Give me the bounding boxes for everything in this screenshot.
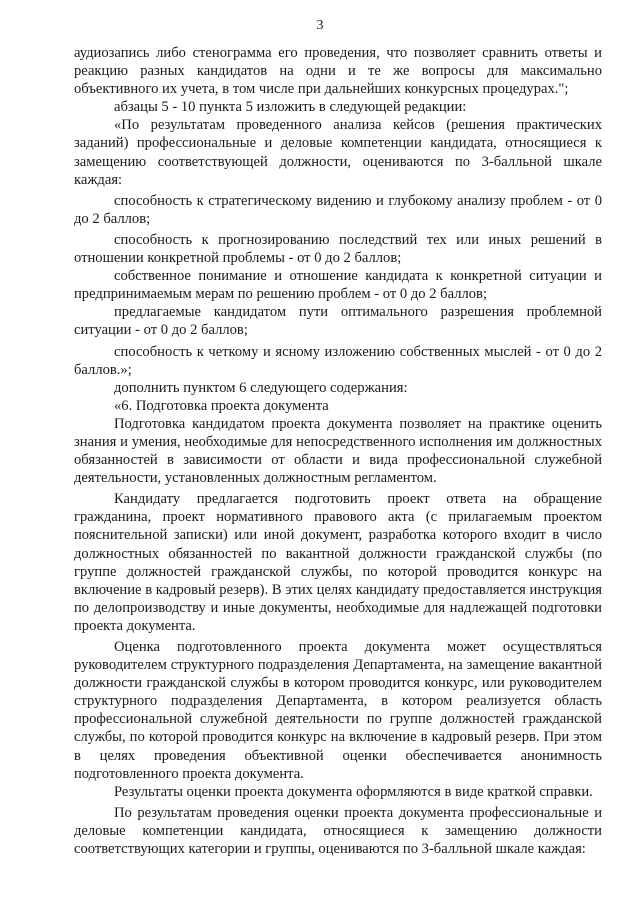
list-item-optimal-solutions: предлагаемые кандидатом пути оптимального разрешения проблемной ситуации - от 0 до 2 баллов; <box>74 304 602 339</box>
paragraph-case-analysis: «По результатам проведенного анализа кейсов (решения практических заданий) профессиональные и деловые компетенции кандидата, относящиеся к замещению соответствующей должности, оцениваются по 3-балльной шкале каждая: <box>74 117 602 188</box>
paragraph-competence-scale: По результатам проведения оценки проекта документа профессиональные и деловые компетенции кандидата, относящиеся к замещению должности соответствующих категории и группы, оцениваются по 3-балльной шкале каждая: <box>74 804 602 858</box>
list-item-own-understanding: собственное понимание и отношение кандидата к конкретной ситуации и предпринимаемым мерам по решению проблем - от 0 до 2 баллов; <box>74 268 602 303</box>
paragraph-evaluation-results: Результаты оценки проекта документа оформляются в виде краткой справки. <box>114 783 593 800</box>
paragraph-add-item-6: дополнить пунктом 6 следующего содержания: <box>114 379 408 396</box>
list-item-forecasting: способность к прогнозированию последствий тех или иных решений в отношении конкретной проблемы - от 0 до 2 баллов; <box>74 231 602 267</box>
list-item-strategic-vision: способность к стратегическому видению и глубокому анализу проблем - от 0 до 2 баллов; <box>74 192 602 227</box>
document-body <box>74 44 602 858</box>
page-number: 3 <box>316 18 324 33</box>
section-heading-document-draft: «6. Подготовка проекта документа <box>114 397 329 414</box>
list-item-clear-expression: способность к четкому и ясному изложению собственных мыслей - от 0 до 2 баллов.»; <box>74 343 602 378</box>
paragraph-amend-item-5: абзацы 5 - 10 пункта 5 изложить в следующей редакции: <box>114 99 467 116</box>
paragraph-draft-evaluation: Оценка подготовленного проекта документа может осуществляться руководителем структурного подразделения Департамента, на замещение вакантной должности гражданской службы в котором проводится конкурс, или руководителем структурного подразделения Департамента, в котором реализуется область профессиональной служебной деятельности по группе должностей гражданской службы, по которой проводится конкурс на включение в кадровый резерв. При этом в целях проведения объективной оценки обеспечивается анонимность подготовленного проекта документа. <box>74 639 602 782</box>
paragraph-draft-purpose: Подготовка кандидатом проекта документа позволяет на практике оценить знания и умения, необходимые для непосредственного исполнения им должностных обязанностей в зависимости от области и вида профессиональной служебной деятельности, установленных должностным регламентом. <box>74 415 602 487</box>
paragraph-candidate-task: Кандидату предлагается подготовить проект ответа на обращение гражданина, проект нормативного правового акта (с прилагаемым проектом пояснительной записки) или иной документ, разработка которого входит в число должностных обязанностей по вакантной должности гражданской службы (по группе должностей гражданской службы, по которой проводится конкурс на включение в кадровый резерв). В этих целях кандидату предоставляется инструкция по делопроизводству и иные документы, необходимые для надлежащей подготовки проекта документа. <box>74 491 602 634</box>
paragraph-audio-record: аудиозапись либо стенограмма его проведения, что позволяет сравнить ответы и реакцию разных кандидатов на одни и те же вопросы для максимально объективного их учета, в том числе при дальнейших конкурсных процедурах."; <box>74 45 602 98</box>
